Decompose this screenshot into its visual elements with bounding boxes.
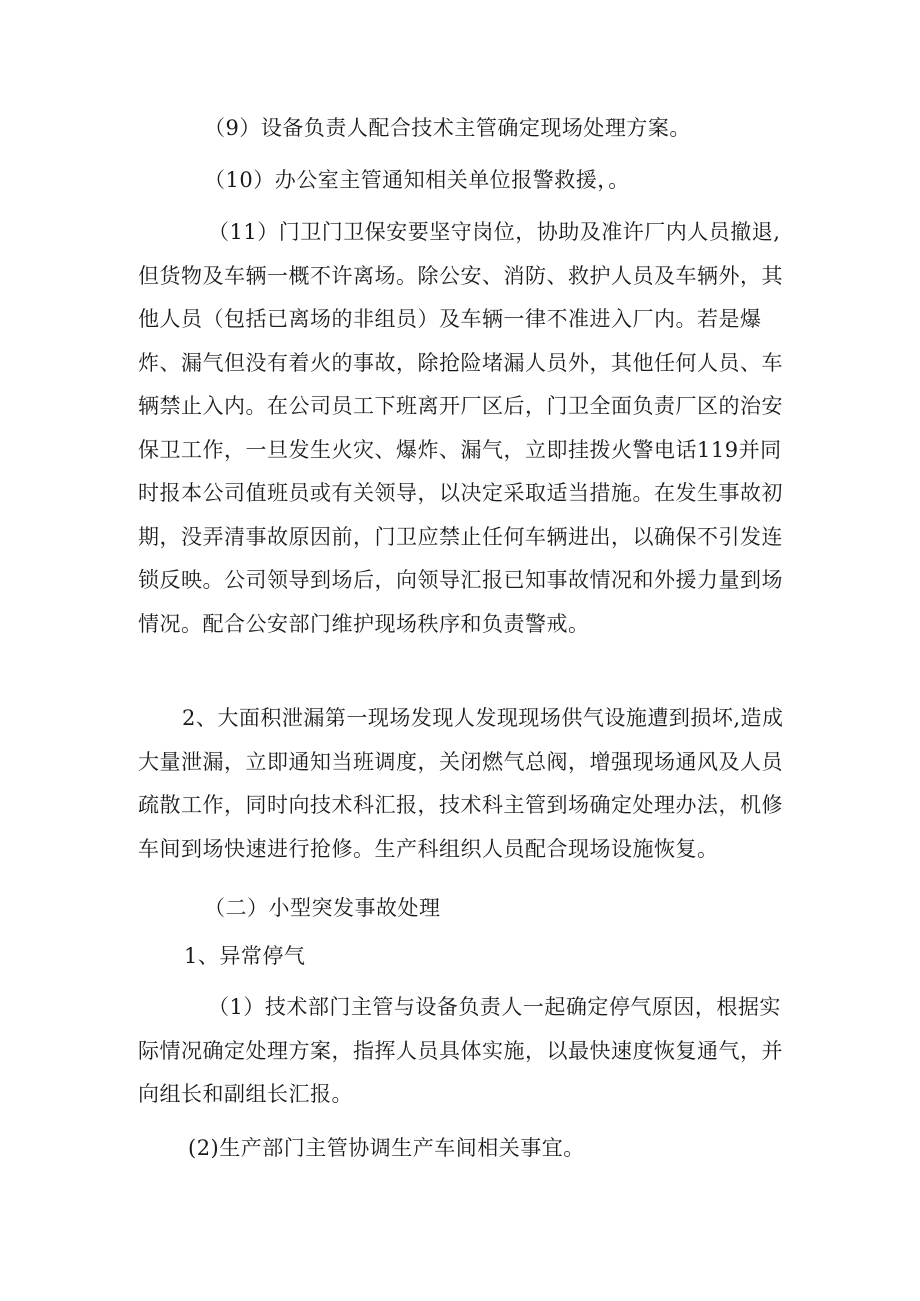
subheading-abnormal-gas-stop: 1、异常停气 <box>184 944 306 968</box>
section-heading-minor-incidents: （二）小型突发事故处理 <box>204 896 441 920</box>
paragraph-item-9: （9）设备负责人配合技术主管确定现场处理方案。 <box>204 116 691 140</box>
paragraph-large-leak: 2、大面积泄漏第一现场发现人发现现场供气设施遭到损坏,造成大量泄漏，立即通知当班调度，关闭燃气总阀，增强现场通风及人员疏散工作，同时向技术科汇报，技术科主管到场确定处理办法，机修车间到场快速进行抢修。生产科组织人员配合现场设施恢复。 <box>138 706 784 861</box>
paragraph-item-10: （10）办公室主管通知相关单位报警救援，。 <box>204 168 630 192</box>
paragraph-item-1: （1）技术部门主管与设备负责人一起确定停气原因，根据实际情况确定处理方案，指挥人员具体实施，以最快速度恢复通气，并向组长和副组长汇报。 <box>138 995 783 1106</box>
paragraph-item-11: （11）门卫门卫保安要坚守岗位，协助及准许厂内人员撤退,但货物及车辆一概不许离场。除公安、消防、救护人员及车辆外，其他人员（包括已离场的非组员）及车辆一律不准进入厂内。若是爆炸、漏气但没有着火的事故，除抢险堵漏人员外，其他任何人员、车辆禁止入内。在公司员工下班离开厂区后，门卫全面负责厂区的治安保卫工作，一旦发生火灾、爆炸、漏气，立即挂拨火警电话119并同时报本公司值班员或有关领导，以决定采取适当措施。在发生事故初期，没弄清事故原因前，门卫应禁止任何车辆进出，以确保不引发连锁反映。公司领导到场后，向领导汇报已知事故情况和外援力量到场情况。配合公安部门维护现场秩序和负责警戒。 <box>138 220 783 636</box>
paragraph-item-2: (2)生产部门主管协调生产车间相关事宜。 <box>188 1136 585 1160</box>
